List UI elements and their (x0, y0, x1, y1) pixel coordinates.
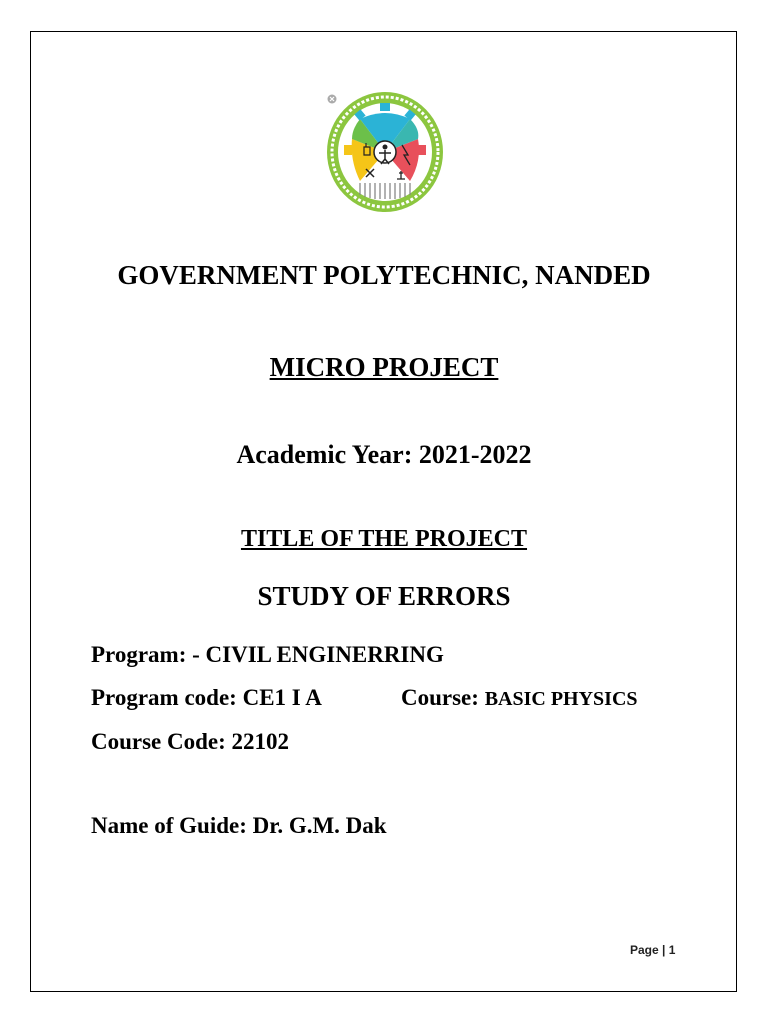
close-icon (327, 94, 337, 104)
project-type-heading: MICRO PROJECT (269, 352, 499, 382)
project-title-heading: TITLE OF THE PROJECT (240, 526, 528, 552)
course-line (401, 685, 638, 711)
course-label: Course: (401, 685, 485, 710)
program-line: Program: - CIVIL ENGINERRING (91, 642, 444, 667)
academic-year: Academic Year: 2021-2022 (236, 440, 532, 469)
course-code-line: Course Code: 22102 (91, 729, 290, 754)
project-title: STUDY OF ERRORS (257, 581, 511, 611)
course-value: BASIC PHYSICS (484, 688, 638, 710)
program-code-line: Program code: CE1 I A (91, 685, 322, 710)
institution-emblem-icon (324, 89, 446, 216)
guide-line: Name of Guide: Dr. G.M. Dak (91, 813, 387, 838)
institution-name: GOVERNMENT POLYTECHNIC, NANDED (117, 260, 651, 290)
page-number: Page | 1 (630, 943, 676, 957)
